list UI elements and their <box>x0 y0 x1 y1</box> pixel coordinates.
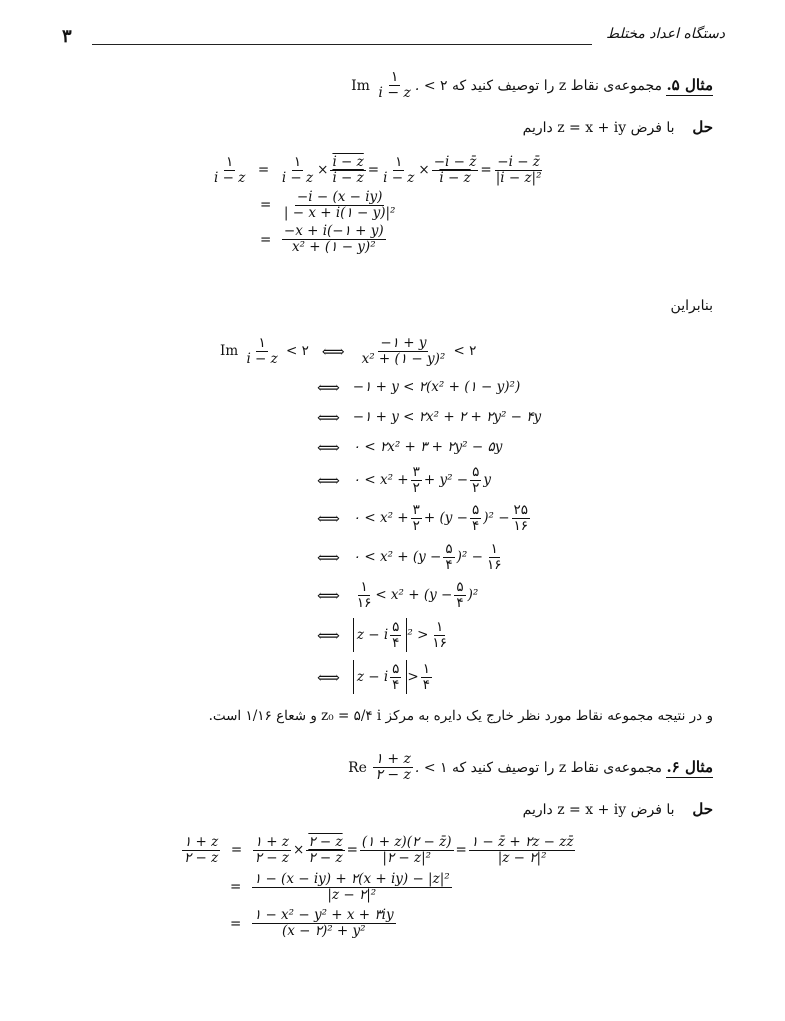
chain-step: ⟺ $\frac{۱}{۱۶}$ < x² + (y − $\frac{۵}{۴}$ )² <box>317 578 479 611</box>
equation-row: = $\frac{\text{۱ − x² − y² + x + ۳iy}}{\text{(x − ۲)² + y²}}$ <box>230 907 394 940</box>
equivalence-chain <box>220 330 541 698</box>
example-6-text: مجموعه‌ی نقاط z را توصیف کنید که ۱ > <box>423 759 662 776</box>
solution-6-label: حل <box>692 800 713 818</box>
example-6-condition: Re $\frac{۱ + z}{۲ - z}$ . <box>348 751 420 784</box>
solution-6-text: با فرض z = x + iy داریم <box>522 802 675 818</box>
chain-step: ⟺ ۰ < x² + $\frac{۳}{۲}$ + (y − $\frac{۵}{۴}$ )² − $\frac{۲۵}{۱۶}$ <box>317 501 529 534</box>
chain-step: ⟺ z − i $\frac{۵}{۴}$ ² > $\frac{۱}{۱۶}$ <box>317 618 447 651</box>
conclusion-text: و در نتیجه مجموعه نقاط مورد نظر خارج یک دایره به مرکز z₀ = ۵/۴ i و شعاع ۱/۱۶ است. <box>208 708 713 724</box>
example-5-label: مثال ۵. <box>666 75 713 94</box>
solution-6-intro <box>523 800 713 818</box>
equation-row: $\frac{۱ + z}{۲ - z}$ = $\frac{۱ + z}{۲ - z}$ × $\frac{۲ - z}{۲ - z}$ = $\frac{(۱ + z)(۲ - z̄)}{\text{|۲ − z|²}}$ = $\frac{۱ - z̄ + ۲z - zz̄}{\text{|z − ۲|²}}$ <box>184 834 574 866</box>
equation-row: = $\frac{-x + i(-۱ + y)}{\text{x² + (۱ − y)²}}$ <box>260 223 384 256</box>
solution-5-label: حل <box>692 118 713 136</box>
example-6-statement <box>348 752 713 784</box>
therefore-text: بنابراین <box>670 298 713 314</box>
solution-6-equations <box>180 835 610 939</box>
example-5-statement <box>351 70 713 102</box>
equation-row: $\frac{۱}{i - z}$ = $\frac{۱}{i - z}$ × $\frac{i - z}{i - z}$ = $\frac{۱}{i - z}$ × $\frac{-i - z̄}{i - z}$ = $\frac{-i - z̄}{\text{|i − z|²}}$ <box>214 154 542 186</box>
example-6-label: مثال ۶. <box>666 757 713 776</box>
chain-step: ⟺ ۰ < ۲x² + ۳ + ۲y² − ۵y <box>317 437 503 457</box>
example-5-condition: Im $\frac{۱}{i - z}$ . <box>351 69 420 102</box>
chain-step: Im $\frac{۱}{i - z}$ < ۲ ⟺ $\frac{-۱ + y}{\text{x² + (۱ − y)²}}$ < ۲ <box>220 334 477 367</box>
chain-step: ⟺ ۰ < x² + (y − $\frac{۵}{۴}$ )² − $\frac{۱}{۱۶}$ <box>317 540 502 573</box>
equation-row: = $\frac{-i - (x - iy)}{\text{| − x + i(۱ − y)|²}}$ <box>260 188 396 221</box>
chain-step: ⟺ z − i $\frac{۵}{۴}$ > $\frac{۱}{۴}$ <box>317 660 430 693</box>
chain-step: ⟺ −۱ + y < ۲(x² + (۱ − y)²) <box>317 377 521 397</box>
solution-5-text: با فرض z = x + iy داریم <box>522 120 675 136</box>
solution-5-intro <box>523 118 713 136</box>
chain-step: ⟺ −۱ + y < ۲x² + ۲ + ۲y² − ۴y <box>317 407 542 427</box>
solution-5-equations <box>210 155 590 255</box>
equation-row: = $\frac{\text{۱ − (x − iy) + ۲(x + iy) − |z|²}}{\text{|z − ۲|²}}$ <box>230 870 450 903</box>
header-rule <box>92 44 592 45</box>
running-title: دستگاه اعداد مختلط <box>606 26 725 42</box>
chain-step: ⟺ ۰ < x² + $\frac{۳}{۲}$ + y² − $\frac{۵}{۲}$ y <box>317 463 492 496</box>
page-number: ۳ <box>62 26 72 47</box>
example-5-text: مجموعه‌ی نقاط z را توصیف کنید که ۲ > <box>423 77 662 94</box>
